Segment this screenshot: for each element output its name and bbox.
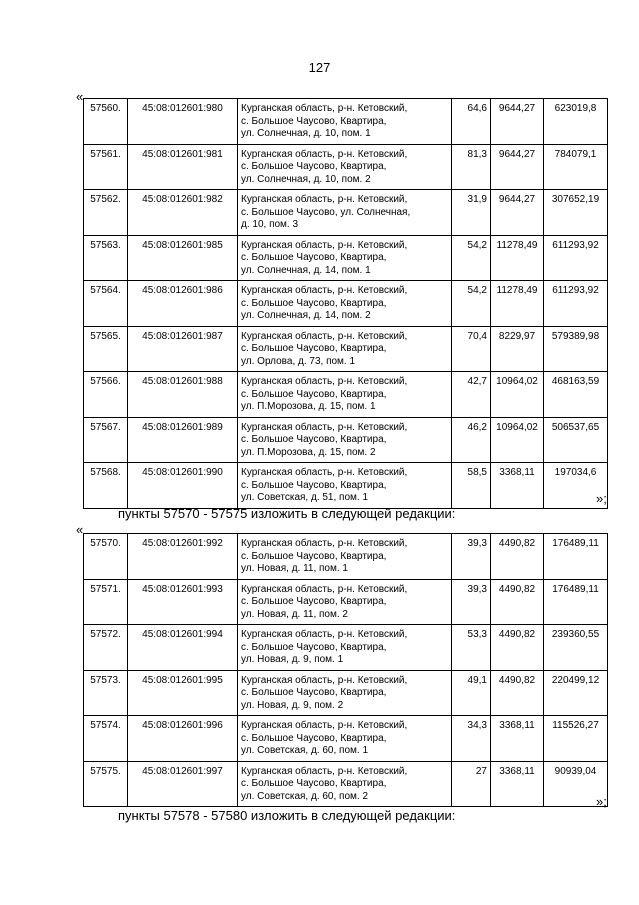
address-line: с. Большое Чаусово, Квартира, [241, 343, 387, 354]
address [238, 534, 452, 580]
address-line: Курганская область, р-н. Кетовский, [241, 376, 408, 387]
unit-price: 3368,11 [491, 463, 544, 509]
cadastral-value: 611293,92 [544, 281, 608, 327]
address-line: д. 10, пом. 3 [241, 219, 299, 230]
row-number: 57564. [84, 281, 128, 327]
row-number: 57561. [84, 144, 128, 190]
address [238, 463, 452, 509]
row-number: 57560. [84, 99, 128, 145]
cadastral-number: 45:08:012601:988 [128, 372, 238, 418]
address-line: Курганская область, р-н. Кетовский, [241, 720, 408, 731]
unit-price: 4490,82 [491, 625, 544, 671]
table-row [84, 235, 608, 281]
address-line: ул. Новая, д. 11, пом. 1 [241, 563, 348, 574]
unit-price: 10964,02 [491, 372, 544, 418]
unit-price: 8229,97 [491, 326, 544, 372]
page-number: 127 [308, 60, 331, 75]
cadastral-value: 506537,65 [544, 417, 608, 463]
address-line: Курганская область, р-н. Кетовский, [241, 629, 408, 640]
address-line: Курганская область, р-н. Кетовский, [241, 538, 408, 549]
cadastral-number: 45:08:012601:986 [128, 281, 238, 327]
area-value: 54,2 [452, 235, 491, 281]
address-line: с. Большое Чаусово, Квартира, [241, 687, 387, 698]
unit-price: 9644,27 [491, 99, 544, 145]
area-value: 46,2 [452, 417, 491, 463]
cadastral-number: 45:08:012601:992 [128, 534, 238, 580]
unit-price: 9644,27 [491, 190, 544, 236]
cadastral-value: 90939,04 [544, 761, 608, 807]
address-line: ул. Советская, д. 60, пом. 1 [241, 745, 369, 756]
area-value: 39,3 [452, 534, 491, 580]
cadastral-value: 784079,1 [544, 144, 608, 190]
row-number: 57573. [84, 670, 128, 716]
unit-price: 4490,82 [491, 579, 544, 625]
address-line: с. Большое Чаусово, Квартира, [241, 778, 387, 789]
area-value: 81,3 [452, 144, 491, 190]
cadastral-number: 45:08:012601:993 [128, 579, 238, 625]
address-line: Курганская область, р-н. Кетовский, [241, 285, 408, 296]
table-row [84, 463, 608, 509]
address [238, 235, 452, 281]
address-line: ул. Советская, д. 60, пом. 2 [241, 790, 369, 802]
cadastral-value: 176489,11 [544, 534, 608, 580]
address-line: с. Большое Чаусово, Квартира, [241, 388, 387, 400]
address-line: с. Большое Чаусово, ул. Солнечная, [241, 206, 411, 218]
address-line: с. Большое Чаусово, Квартира, [241, 161, 387, 172]
address-line: с. Большое Чаусово, Квартира, [241, 732, 387, 744]
address [238, 579, 452, 625]
address-line: ул. П.Морозова, д. 15, пом. 1 [241, 401, 376, 412]
address-line: Курганская область, р-н. Кетовский, [241, 194, 408, 205]
address-line: с. Большое Чаусово, Квартира, [241, 641, 387, 653]
table-row [84, 281, 608, 327]
address-line: Курганская область, р-н. Кетовский, [241, 239, 408, 251]
address-line: с. Большое Чаусово, Квартира, [241, 297, 387, 309]
area-value: 53,3 [452, 625, 491, 671]
unit-price: 11278,49 [491, 235, 544, 281]
address-line: ул. Солнечная, д. 14, пом. 2 [241, 310, 371, 321]
area-value: 31,9 [452, 190, 491, 236]
cadastral-value: 115526,27 [544, 716, 608, 762]
address-line: ул. Новая, д. 9, пом. 1 [241, 654, 344, 665]
amendment-text-1: пункты 57570 - 57575 изложить в следующей редакции: [118, 506, 456, 521]
unit-price: 10964,02 [491, 417, 544, 463]
cadastral-number: 45:08:012601:989 [128, 417, 238, 463]
address-line: с. Большое Чаусово, Квартира, [241, 115, 387, 127]
cadastral-number: 45:08:012601:985 [128, 235, 238, 281]
address-line: с. Большое Чаусово, Квартира, [241, 434, 387, 445]
address [238, 670, 452, 716]
cadastral-number: 45:08:012601:981 [128, 144, 238, 190]
row-number: 57562. [84, 190, 128, 236]
address-line: Курганская область, р-н. Кетовский, [241, 583, 408, 595]
table-row [84, 372, 608, 418]
address-line: с. Большое Чаусово, Квартира, [241, 479, 387, 491]
address [238, 761, 452, 807]
table-row [84, 417, 608, 463]
row-number: 57568. [84, 463, 128, 509]
row-number: 57571. [84, 579, 128, 625]
address-line: с. Большое Чаусово, Квартира, [241, 596, 387, 607]
address-line: Курганская область, р-н. Кетовский, [241, 674, 408, 686]
unit-price: 4490,82 [491, 670, 544, 716]
area-value: 34,3 [452, 716, 491, 762]
address-line: ул. П.Морозова, д. 15, пом. 2 [241, 446, 376, 458]
cadastral-number: 45:08:012601:990 [128, 463, 238, 509]
row-number: 57570. [84, 534, 128, 580]
unit-price: 11278,49 [491, 281, 544, 327]
cadastral-value: 468163,59 [544, 372, 608, 418]
address-line: ул. Новая, д. 11, пом. 2 [241, 608, 348, 620]
open-quote-2: « [76, 522, 84, 537]
address-line: с. Большое Чаусово, Квартира, [241, 252, 387, 263]
address-line: Курганская область, р-н. Кетовский, [241, 467, 408, 478]
unit-price: 4490,82 [491, 534, 544, 580]
table-row [84, 144, 608, 190]
address [238, 417, 452, 463]
cadastral-value: 176489,11 [544, 579, 608, 625]
cadastral-value: 623019,8 [544, 99, 608, 145]
address-line: ул. Новая, д. 9, пом. 2 [241, 699, 344, 711]
area-value: 58,5 [452, 463, 491, 509]
address-line: ул. Солнечная, д. 10, пом. 2 [241, 173, 371, 185]
address [238, 372, 452, 418]
open-quote-1: « [76, 89, 84, 104]
table-row [84, 190, 608, 236]
area-value: 54,2 [452, 281, 491, 327]
address [238, 190, 452, 236]
row-number: 57566. [84, 372, 128, 418]
cadastral-number: 45:08:012601:995 [128, 670, 238, 716]
cadastral-number: 45:08:012601:997 [128, 761, 238, 807]
address-line: с. Большое Чаусово, Квартира, [241, 550, 387, 562]
address-line: Курганская область, р-н. Кетовский, [241, 148, 408, 160]
area-value: 64,6 [452, 99, 491, 145]
row-number: 57575. [84, 761, 128, 807]
cadastral-value: 611293,92 [544, 235, 608, 281]
area-value: 49,1 [452, 670, 491, 716]
close-quote-2: »; [596, 794, 607, 809]
cadastral-value: 239360,55 [544, 625, 608, 671]
row-number: 57565. [84, 326, 128, 372]
unit-price: 3368,11 [491, 761, 544, 807]
cadastral-value: 197034,6 [544, 463, 608, 509]
row-number: 57572. [84, 625, 128, 671]
close-quote-1: »; [596, 491, 607, 506]
address [238, 326, 452, 372]
address [238, 99, 452, 145]
row-number: 57563. [84, 235, 128, 281]
cadastral-number: 45:08:012601:996 [128, 716, 238, 762]
area-value: 42,7 [452, 372, 491, 418]
cadastral-value: 579389,98 [544, 326, 608, 372]
address-line: ул. Орлова, д. 73, пом. 1 [241, 355, 356, 367]
address-line: ул. Солнечная, д. 14, пом. 1 [241, 264, 371, 276]
property-table-1 [83, 98, 608, 509]
table-row [84, 761, 608, 807]
area-value: 70,4 [452, 326, 491, 372]
property-table-2 [83, 533, 608, 807]
amendment-text-2: пункты 57578 - 57580 изложить в следующей редакции: [118, 808, 456, 823]
address [238, 625, 452, 671]
cadastral-value: 307652,19 [544, 190, 608, 236]
table-row [84, 326, 608, 372]
area-value: 27 [452, 761, 491, 807]
address-line: ул. Солнечная, д. 10, пом. 1 [241, 128, 371, 139]
address-line: Курганская область, р-н. Кетовский, [241, 103, 408, 114]
table-row [84, 534, 608, 580]
address [238, 281, 452, 327]
unit-price: 9644,27 [491, 144, 544, 190]
address-line: Курганская область, р-н. Кетовский, [241, 421, 408, 433]
cadastral-number: 45:08:012601:982 [128, 190, 238, 236]
area-value: 39,3 [452, 579, 491, 625]
address-line: Курганская область, р-н. Кетовский, [241, 765, 408, 777]
table-row [84, 716, 608, 762]
table-row [84, 670, 608, 716]
row-number: 57574. [84, 716, 128, 762]
cadastral-value: 220499,12 [544, 670, 608, 716]
address [238, 144, 452, 190]
cadastral-number: 45:08:012601:980 [128, 99, 238, 145]
table-row [84, 625, 608, 671]
unit-price: 3368,11 [491, 716, 544, 762]
address-line: ул. Советская, д. 51, пом. 1 [241, 492, 369, 503]
cadastral-number: 45:08:012601:994 [128, 625, 238, 671]
address-line: Курганская область, р-н. Кетовский, [241, 330, 408, 342]
row-number: 57567. [84, 417, 128, 463]
address [238, 716, 452, 762]
table-row [84, 579, 608, 625]
table-row [84, 99, 608, 145]
cadastral-number: 45:08:012601:987 [128, 326, 238, 372]
